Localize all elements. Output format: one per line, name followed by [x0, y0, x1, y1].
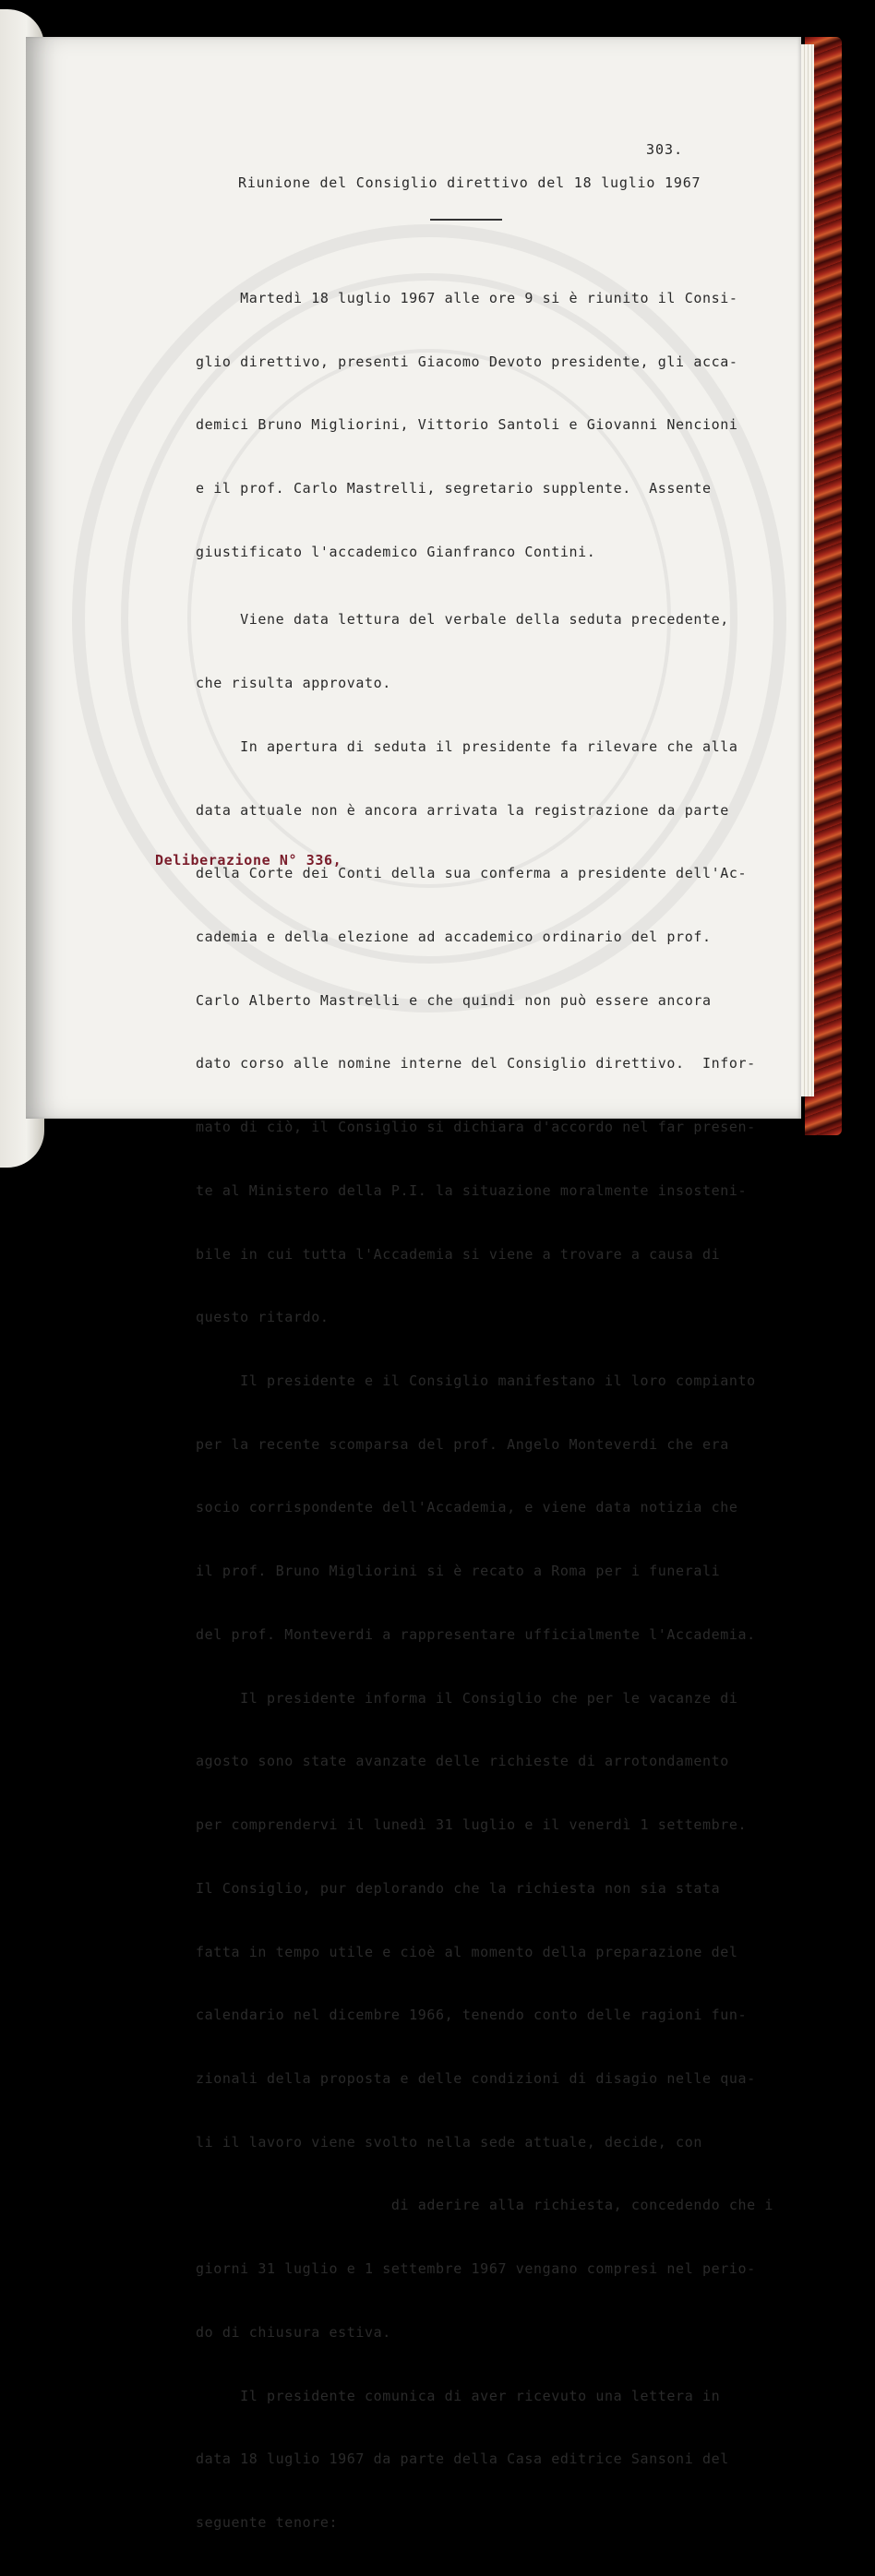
text-line: per comprendervi il lunedì 31 luglio e il venerdì 1 settembre.	[196, 1816, 748, 1834]
text-line: seguente tenore:	[196, 2513, 339, 2531]
text-line: e il prof. Carlo Mastrelli, segretario supplente. Assente	[196, 479, 712, 497]
text-line: giorni 31 luglio e 1 settembre 1967 vengano compresi nel perio-	[196, 2260, 756, 2278]
text-line: data 18 luglio 1967 da parte della Casa editrice Sansoni del	[196, 2450, 729, 2468]
text-line: zionali della proposta e delle condizioni di disagio nelle qua-	[196, 2069, 756, 2087]
text-line: Il presidente comunica di aver ricevuto una lettera in	[196, 2387, 721, 2404]
text-line: data attuale non è ancora arrivata la registrazione da parte	[196, 801, 729, 819]
text-line: te al Ministero della P.I. la situazione moralmente insosteni-	[196, 1181, 748, 1199]
text-line: demici Bruno Migliorini, Vittorio Santoli e Giovanni Nencioni	[196, 416, 738, 434]
text-line: giustificato l'accademico Gianfranco Contini.	[196, 543, 596, 560]
text-line: Carlo Alberto Mastrelli e che quindi non può essere ancora	[196, 991, 712, 1009]
deliberation-annotation: Deliberazione N° 336,	[155, 852, 342, 869]
text-line: bile in cui tutta l'Accademia si viene a trovare a causa di	[196, 1245, 721, 1263]
text-line: il prof. Bruno Migliorini si è recato a Roma per i funerali	[196, 1563, 721, 1580]
text-line: socio corrispondente dell'Accademia, e viene data notizia che	[196, 1499, 738, 1516]
title-underline	[430, 219, 502, 221]
body-text	[196, 246, 773, 2576]
text-line: cademia e della elezione ad accademico ordinario del prof.	[196, 929, 712, 945]
text-line: Il presidente informa il Consiglio che per le vacanze di	[196, 1689, 738, 1707]
text-line: di aderire alla richiesta, concedendo che i	[196, 2197, 773, 2214]
text-line: li il lavoro viene svolto nella sede attuale, decide, con	[196, 2133, 702, 2151]
text-line: Il presidente e il Consiglio manifestano il loro compianto	[196, 1372, 756, 1390]
page-number: 303.	[646, 141, 684, 158]
text-line: agosto sono state avanzate delle richieste di arrotondamento	[196, 1753, 729, 1770]
text-line: glio direttivo, presenti Giacomo Devoto presidente, gli acca-	[196, 353, 738, 370]
text-line: Martedì 18 luglio 1967 alle ore 9 si è riunito il Consi-	[196, 289, 738, 306]
text-line: calendario nel dicembre 1966, tenendo conto delle ragioni fun-	[196, 2007, 748, 2024]
text-line: che risulta approvato.	[196, 675, 391, 692]
text-line: In apertura di seduta il presidente fa rilevare che alla	[196, 737, 738, 755]
text-line: fatta in tempo utile e cioè al momento della preparazione del	[196, 1943, 738, 1960]
text-line: do di chiusura estiva.	[196, 2323, 391, 2341]
text-line: questo ritardo.	[196, 1309, 330, 1326]
text-line: mato di ciò, il Consiglio si dichiara d'accordo nel far presen-	[196, 1119, 756, 1136]
text-line: del prof. Monteverdi a rappresentare ufficialmente l'Accademia.	[196, 1625, 756, 1643]
text-line: Viene data lettura del verbale della seduta precedente,	[196, 611, 729, 629]
document-title: Riunione del Consiglio direttivo del 18 luglio 1967	[238, 174, 701, 191]
text-line: dato corso alle nomine interne del Consiglio direttivo. Infor-	[196, 1055, 756, 1072]
text-line: della Corte dei Conti della sua conferma a presidente dell'Ac-	[196, 865, 748, 882]
text-line: per la recente scomparsa del prof. Angelo Monteverdi che era	[196, 1435, 729, 1453]
text-line: Il Consiglio, pur deplorando che la richiesta non sia stata	[196, 1879, 721, 1897]
